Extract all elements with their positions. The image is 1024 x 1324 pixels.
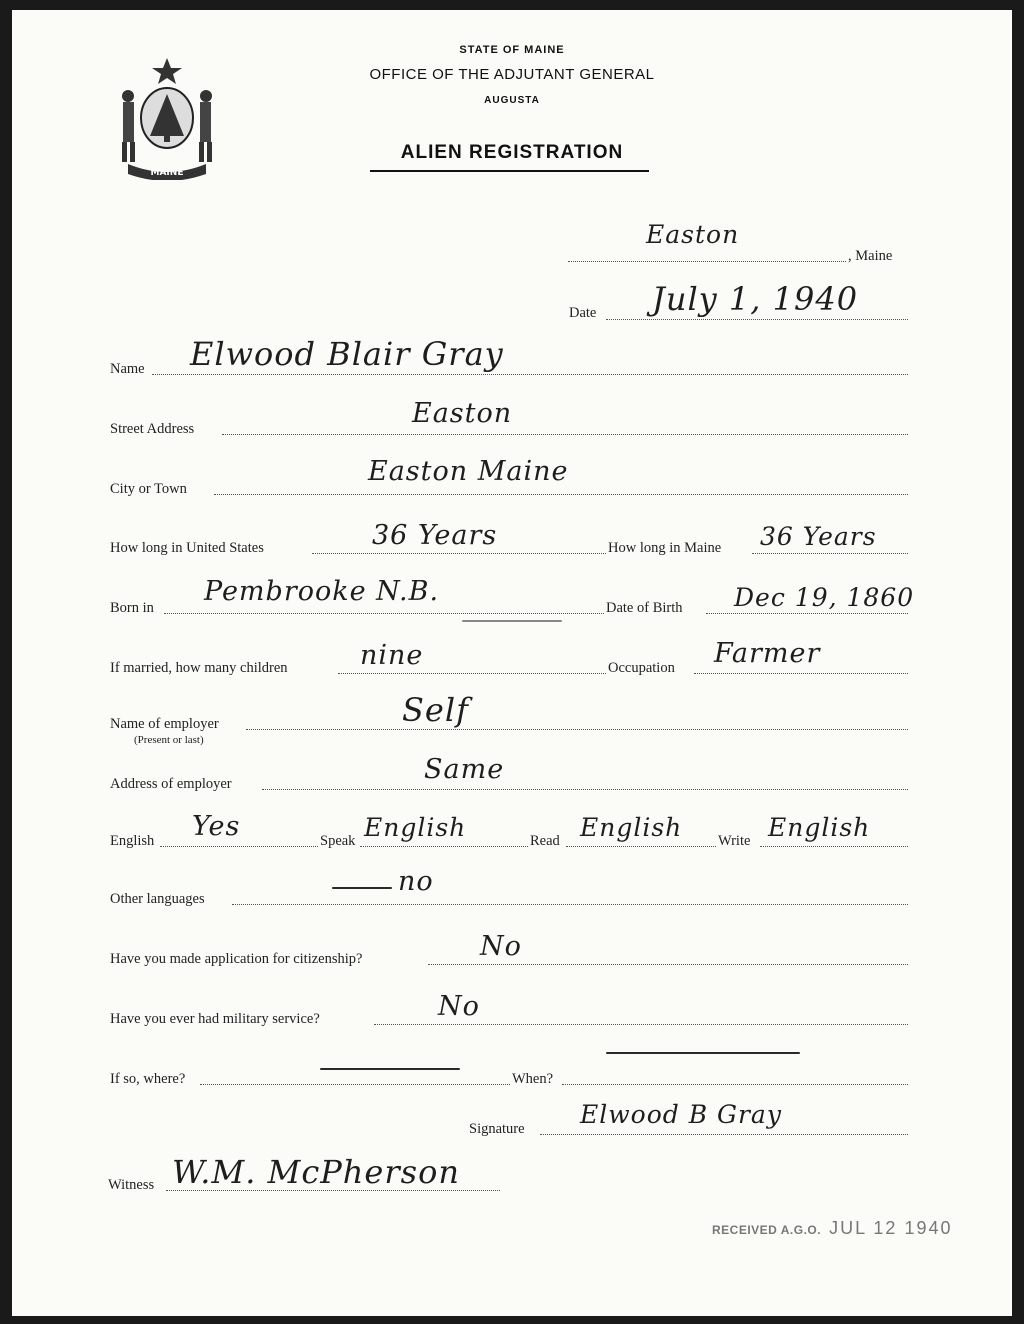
stamp-date-text: JUL 12 1940 [829,1218,953,1238]
town-suffix-label: , Maine [848,248,893,264]
seal-text: MAINE [150,168,184,178]
employer-address-label: Address of employer [110,776,232,792]
header-office: OFFICE OF THE ADJUTANT GENERAL [369,66,655,83]
dob-line [706,613,908,614]
employer-address-value: Same [424,754,505,785]
where-dash-mark [320,1068,460,1070]
employer-sub-label: (Present or last) [134,734,204,746]
signature-line [540,1134,908,1135]
citizenship-line [428,964,908,965]
town-value: Easton [646,220,740,249]
born-in-label: Born in [110,600,154,616]
speak-line [360,846,528,847]
citizenship-value: No [480,931,522,962]
children-value: nine [360,640,424,671]
when-label: When? [512,1071,554,1087]
born-in-value: Pembrooke N.B. [204,576,440,607]
witness-label: Witness [108,1177,155,1193]
speak-label: Speak [320,833,356,849]
signature-label: Signature [469,1121,525,1137]
other-lang-line [232,904,908,905]
how-long-me-line [752,553,908,554]
signature-value: Elwood B Gray [580,1100,782,1129]
born-in-line [164,613,604,614]
english-label: English [110,833,155,849]
write-line [760,846,908,847]
date-label: Date [569,305,597,321]
write-value: English [768,813,871,842]
how-long-me-label: How long in Maine [608,540,722,556]
employer-line [246,729,908,730]
children-label: If married, how many children [110,660,288,676]
where-line [200,1084,510,1085]
occupation-line [694,673,908,674]
other-lang-dash-mark [332,887,392,889]
other-lang-label: Other languages [110,891,205,907]
how-long-us-value: 36 Years [372,520,498,551]
date-value: July 1, 1940 [652,280,859,318]
children-line [338,673,606,674]
born-in-underline-mark [462,620,562,622]
date-line [606,319,908,320]
name-line [152,374,908,375]
street-value: Easton [412,398,513,429]
write-label: Write [718,833,751,849]
other-lang-value: no [398,866,434,897]
maine-seal-icon [114,56,220,180]
english-value: Yes [192,811,241,842]
military-value: No [438,991,480,1022]
employer-address-line [262,789,908,790]
employer-label: Name of employer [110,716,219,732]
occupation-value: Farmer [714,638,821,669]
stamp-received-text: RECEIVED A.G.O. [712,1223,822,1237]
military-line [374,1024,908,1025]
received-stamp [712,1218,953,1239]
dob-label: Date of Birth [606,600,683,616]
city-line [214,494,908,495]
military-label: Have you ever had military service? [110,1011,320,1027]
read-value: English [580,813,683,842]
read-line [566,846,716,847]
when-dash-mark [606,1052,800,1054]
employer-value: Self [402,691,469,729]
name-label: Name [110,361,145,377]
where-label: If so, where? [110,1071,186,1087]
how-long-us-line [312,553,606,554]
speak-value: English [364,813,467,842]
city-label: City or Town [110,481,187,497]
title-underline [370,170,649,172]
read-label: Read [530,833,560,849]
town-line [568,261,846,262]
occupation-label: Occupation [608,660,675,676]
english-line [160,846,318,847]
dob-value: Dec 19, 1860 [734,583,915,612]
header-state: STATE OF MAINE [459,44,565,56]
how-long-us-label: How long in United States [110,540,264,556]
when-line [562,1084,908,1085]
street-label: Street Address [110,421,195,437]
header-city: AUGUSTA [484,95,540,106]
name-value: Elwood Blair Gray [190,335,504,373]
street-line [222,434,908,435]
citizenship-label: Have you made application for citizenship? [110,951,363,967]
how-long-me-value: 36 Years [760,522,877,551]
form-title: ALIEN REGISTRATION [400,142,624,163]
city-value: Easton Maine [368,456,569,487]
witness-value: W.M. McPherson [172,1153,460,1191]
